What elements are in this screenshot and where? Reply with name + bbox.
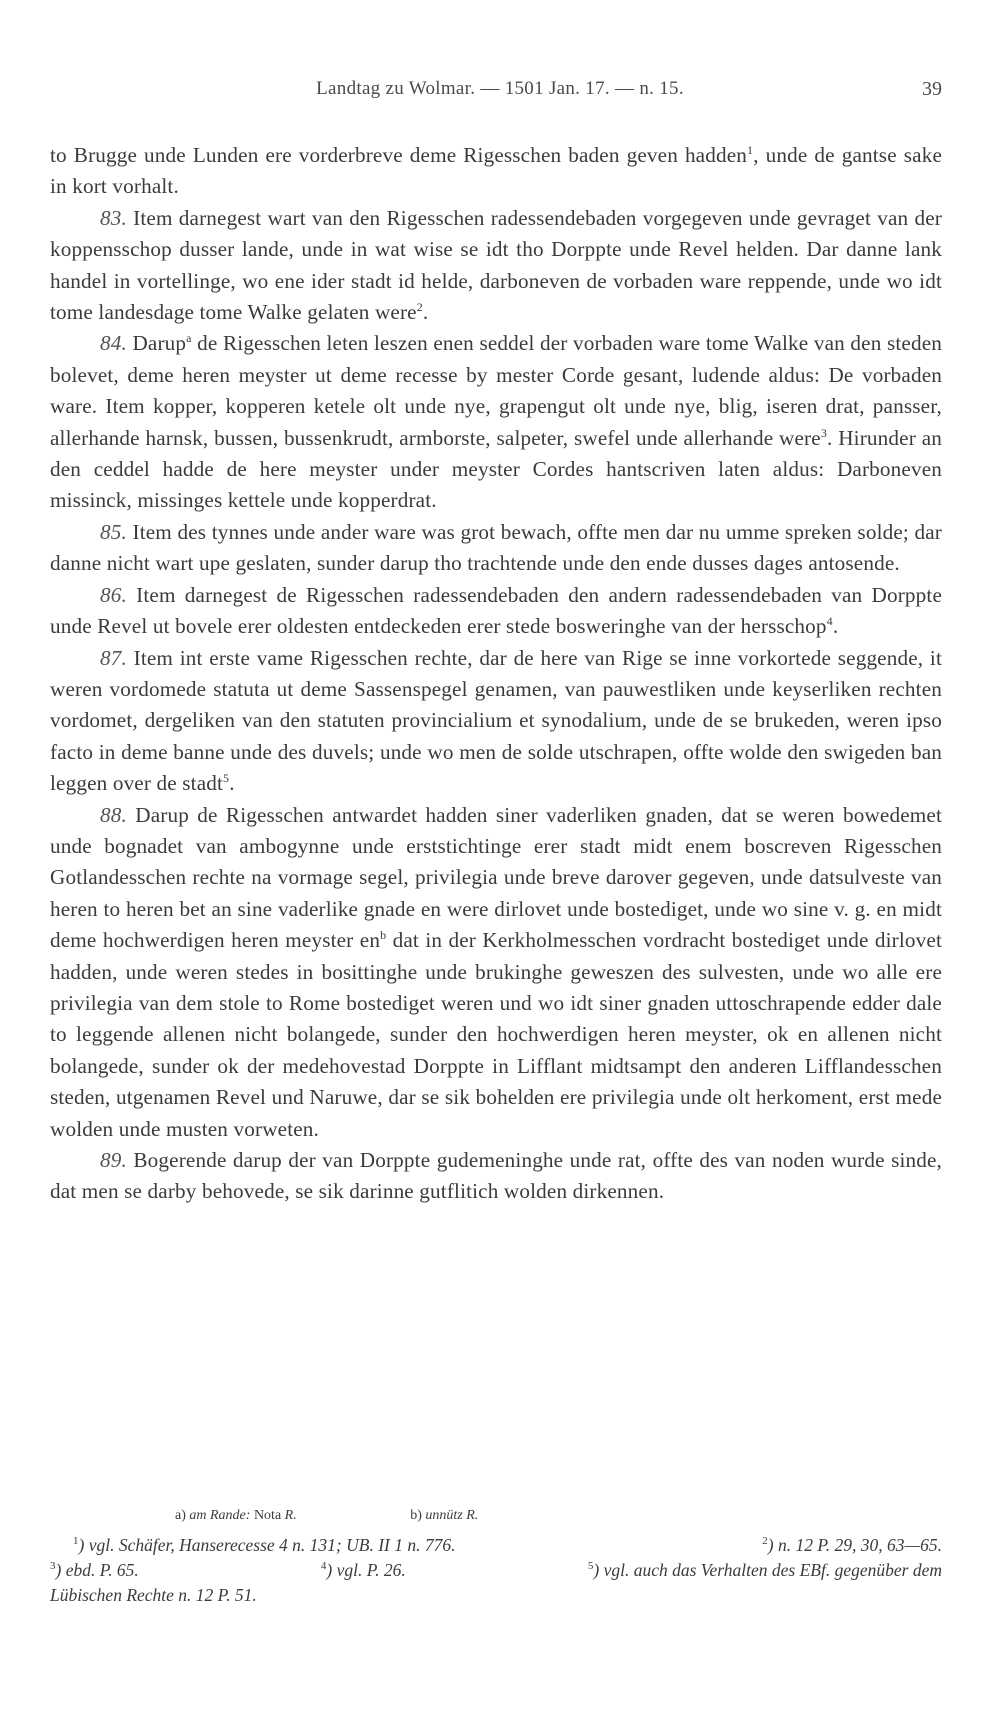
numbered-footnotes (50, 1533, 942, 1608)
footnote-ref-5: 5 (223, 771, 230, 786)
paragraph-number: 86. (100, 582, 127, 607)
footnote-ref-1: 1 (747, 143, 754, 157)
footnotes (50, 1505, 942, 1608)
footnote-ref-3: 3 (820, 425, 827, 440)
paragraph-number: 88. (100, 802, 127, 827)
paragraph-87: 87. Item int erste vame Rigesschen rechte, dar de here van Rige se inne vorkortede seggende, it weren vordomede statuta ut deme Sassenspegel genamen, van pauwestliken unde keyserliken rechten vordomet, dergeliken van den statuten provincialium et synodalium, unde de se brukeden, weren ipso facto in deme banne unde des duvels; unde wo men de solde utschrapen, offte wolde den swigeden ban leggen over de stadt$^5$. (50, 645, 942, 796)
main-text (50, 140, 942, 1208)
footnote-row-3 (50, 1583, 942, 1608)
note-b: b) unnütz R. (410, 1508, 479, 1523)
footnote-row-1 (50, 1533, 942, 1558)
footnote-ref-2: 2 (416, 300, 423, 315)
paragraph-number: 83. (100, 205, 127, 230)
footnote-ref-4: 4 (826, 614, 833, 629)
running-header (0, 70, 1000, 110)
paragraph-83: 83. Item darnegest wart van den Rigesschen radessendebaden vorgegeven unde gevraget van der koppensschop dusser lande, unde in wat wise se idt tho Dorppte unde Revel helden. Dar danne lank handel in vortellinge, wo ene ider stadt id helde, darboneven de vorbaden ware reppende, unde wo idt tome landesdage tome Walke gelaten were$^2$. (50, 205, 942, 325)
footnote-1: $^1$) vgl. Schäfer, Hanserecesse 4 n. 131; UB. II 1 n. 776. (73, 1535, 456, 1555)
paragraph-84: 84. Darup$^a$ de Rigesschen leten leszen enen seddel der vorbaden ware tome Walke van den steden bolevet, deme heren meyster ut deme recesse by mester Corde gesant, ludende aldus: De vorbaden ware. Item kopper, kopperen ketele olt unde nye, grapengut olt unde nye, blig, iseren drat, pansser, allerhande harnsk, bussen, bussenkrudt, armborste, salpeter, swefel unde allerhande were$^3$. Hirunder an den ceddel hadde de here meyster under meyster Cordes hantscriven laten aldus: Darboneven missinck, missinges kettele unde kopperdrat. (50, 331, 942, 513)
paragraph-number: 89. (100, 1148, 127, 1172)
footnote-5-continued: Lübischen Rechte n. 12 P. 51. (50, 1585, 257, 1605)
paragraph-89: 89. Bogerende darup der van Dorppte gudemeninghe unde rat, offte des van noden wurde sinde, dat men se darby behovede, se sik darinne gutflitich wolden dirkennen. (50, 1148, 942, 1204)
page-number: 39 (922, 78, 942, 100)
note-ref-a: a (186, 331, 192, 346)
intro-paragraph: to Brugge unde Lunden ere vorderbreve deme Rigesschen baden geven hadden$^1$, unde de gantse sake in kort vorhalt. (50, 143, 942, 199)
header-title: Landtag zu Wolmar. — 1501 Jan. 17. — n. 15. (316, 78, 684, 99)
paragraph-85: 85. Item des tynnes unde ander ware was grot bewach, offte men dar nu umme spreken solde; dar danne nicht wart upe geslaten, sunder darup tho trachtende unde den ende dusses dages antosende. (50, 519, 942, 576)
footnote-row-2 (50, 1558, 942, 1583)
paragraph-number: 84. (100, 331, 127, 356)
note-ref-b: b (380, 928, 387, 943)
footnote-3: $^3$) ebd. P. 65. (50, 1560, 139, 1580)
footnote-2: $^2$) n. 12 P. 29, 30, 63—65. (762, 1535, 942, 1555)
paragraph-88: 88. Darup de Rigesschen antwardet hadden siner vaderliken gnaden, dat se weren bowedemet unde bognadet van ambogynne unde erststichtinge erer stadt midt enem boscreven Rigesschen Gotlandesschen rechte na vormage segel, privilegia unde breve darover gegeven, unde datsulveste van heren to heren bet an sine vaderlike gnade en were dirlovet unde bostediget, unde wo sine v. g. en midt deme hochwerdigen heren meyster $en^b$ dat in der Kerkholmesschen vordracht bostediget unde dirlovet hadden, unde weren stedes in bosittinghe unde brukinghe geweszen des sulvesten, unde wo alle ere privilegia van dem stole to Rome bostediget weren und wo idt siner gnaden uttoschrapende edder dale to leggende allenen nicht bolangede, sunder den hochwerdigen heren meyster, ok en allenen nicht bolangede, sunder ok der medehovestad Dorppte in Lifflant midtsampt den anderen Lifflandesschen steden, utgenamen Revel und Naruwe, dar se sik bohelden ere privilegia unde olt herkoment, erst mede wolden unde musten vorweten. (50, 802, 943, 1141)
paragraph-number: 85. (100, 519, 127, 544)
footnote-5: $^5$) vgl. auch das Verhalten des EBf. gegenüber dem (587, 1560, 942, 1580)
paragraph-number: 87. (100, 645, 127, 670)
textual-notes (50, 1505, 942, 1527)
footnote-4: $^4$) vgl. P. 26. (320, 1560, 406, 1580)
note-a: a) am Rande: Nota R. (175, 1508, 297, 1523)
paragraph-86: 86. Item darnegest de Rigesschen radessendebaden den andern radessendebaden van Dorppte unde Revel ut bovele erer oldesten entdeckeden erer stede bosweringhe van der hersschop$^4$. (50, 582, 942, 639)
